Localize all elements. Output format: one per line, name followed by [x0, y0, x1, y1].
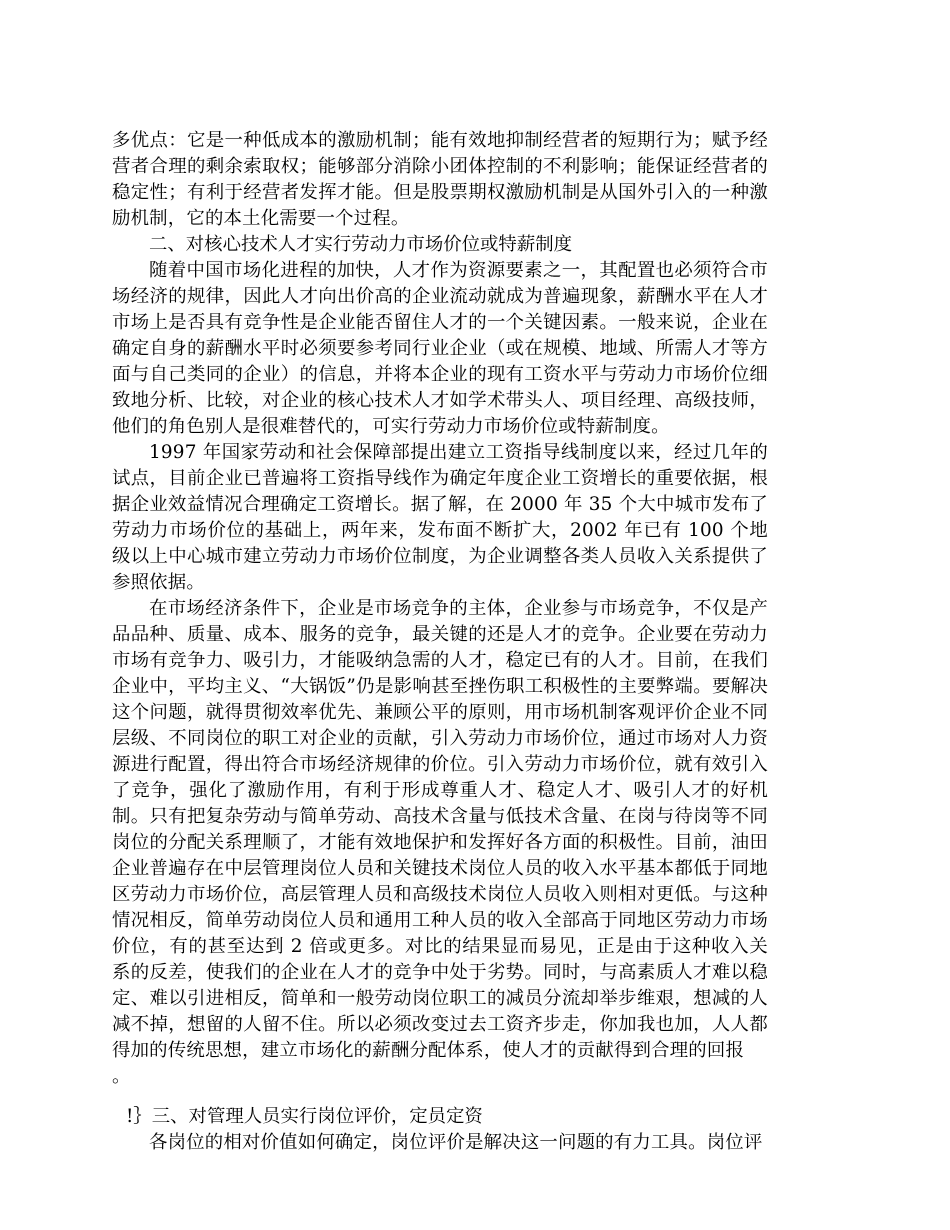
paragraph-intro: 多优点：它是一种低成本的激励机制；能有效地抑制经营者的短期行为；赋予经营者合理的剩余索取权；能够部分消除小团体控制的不利影响；能保证经营者的稳定性；有利于经营者发挥才能。但是股票期权激励机制是从国外引入的一种激励机制，它的本土化需要一个过程。 — [112, 130, 768, 229]
section-heading-2: 二、对核心技术人才实行劳动力市场价位或特薪制度 — [149, 234, 572, 255]
paragraph-2c: 在市场经济条件下，企业是市场竞争的主体，企业参与市场竞争，不仅是产品品种、质量、成本、服务的竞争，最关键的还是人才的竞争。企业要在劳动力市场有竞争力、吸引力，才能吸纳急需的人才，稳定已有的人才。目前，在我们企业中，平均主义、“大锅饭”仍是影响甚至挫伤职工积极性的主要弊端。要解决这个问题，就得贯彻效率优先、兼顾公平的原则，用市场机制客观评价企业不同层级、不同岗位的职工对企业的贡献，引入劳动力市场价位，通过市场对人力资源进行配置，得出符合市场经济规律的价位。引入劳动力市场价位，就有效引入了竞争，强化了激励作用，有利于形成尊重人才、稳定人才、吸引人才的好机制。只有把复杂劳动与简单劳动、高技术含量与低技术含量、在岗与待岗等不同岗位的分配关系理顺了，才能有效地保护和发挥好各方面的积极性。目前，油田企业普遍存在中层管理岗位人员和关键技术岗位人员的收入水平基本都低于同地区劳动力市场价位，高层管理人员和高级技术岗位人员收入则相对更低。与这种情况相反，简单劳动岗位人员和通用工种人员的收入全部高于同地区劳动力市场价位，有的甚至达到 2 倍或更多。对比的结果显而易见，正是由于这种收入关系的反差，使我们的企业在人才的竞争中处于劣势。同时，与高素质人才难以稳定、难以引进相反，简单和一般劳动岗位职工的减员分流却举步维艰，想减的人减不掉，想留的人留不住。所以必须改变过去工资齐步走，你加我也加，人人都得加的传统思想，建立市场化的薪酬分配体系，使人才的贡献得到合理的回报 — [112, 598, 768, 1061]
paragraph-2c-end-mark: 。 — [112, 1066, 131, 1087]
paragraph-3a: 各岗位的相对价值如何确定，岗位评价是解决这一问题的有力工具。岗位评 — [149, 1132, 763, 1153]
section-heading-3: !｝三、对管理人员实行岗位评价，定员定资 — [126, 1106, 483, 1127]
document-page — [112, 128, 768, 1156]
paragraph-2a: 随着中国市场化进程的加快，人才作为资源要素之一，其配置也必须符合市场经济的规律，因此人才向出价高的企业流动就成为普遍现象，薪酬水平在人才市场上是否具有竞争性是企业能否留住人才的一个关键因素。一般来说，企业在确定自身的薪酬水平时必须要参考同行业企业（或在规模、地域、所需人才等方面与自己类同的企业）的信息，并将本企业的现有工资水平与劳动力市场价位细致地分析、比较，对企业的核心技术人才如学术带头人、项目经理、高级技师，他们的角色别人是很难替代的，可实行劳动力市场价位或特薪制度。 — [112, 260, 768, 437]
paragraph-2b: 1997 年国家劳动和社会保障部提出建立工资指导线制度以来，经过几年的试点，目前企业已普遍将工资指导线作为确定年度企业工资增长的重要依据，根据企业效益情况合理确定工资增长。据了解，在 2000 年 35 个大中城市发布了劳动力市场价位的基础上，两年来，发布面不断扩大，2002 年已有 100 个地级以上中心城市建立劳动力市场价位制度，为企业调整各类人员收入关系提供了参照依据。 — [112, 442, 768, 593]
